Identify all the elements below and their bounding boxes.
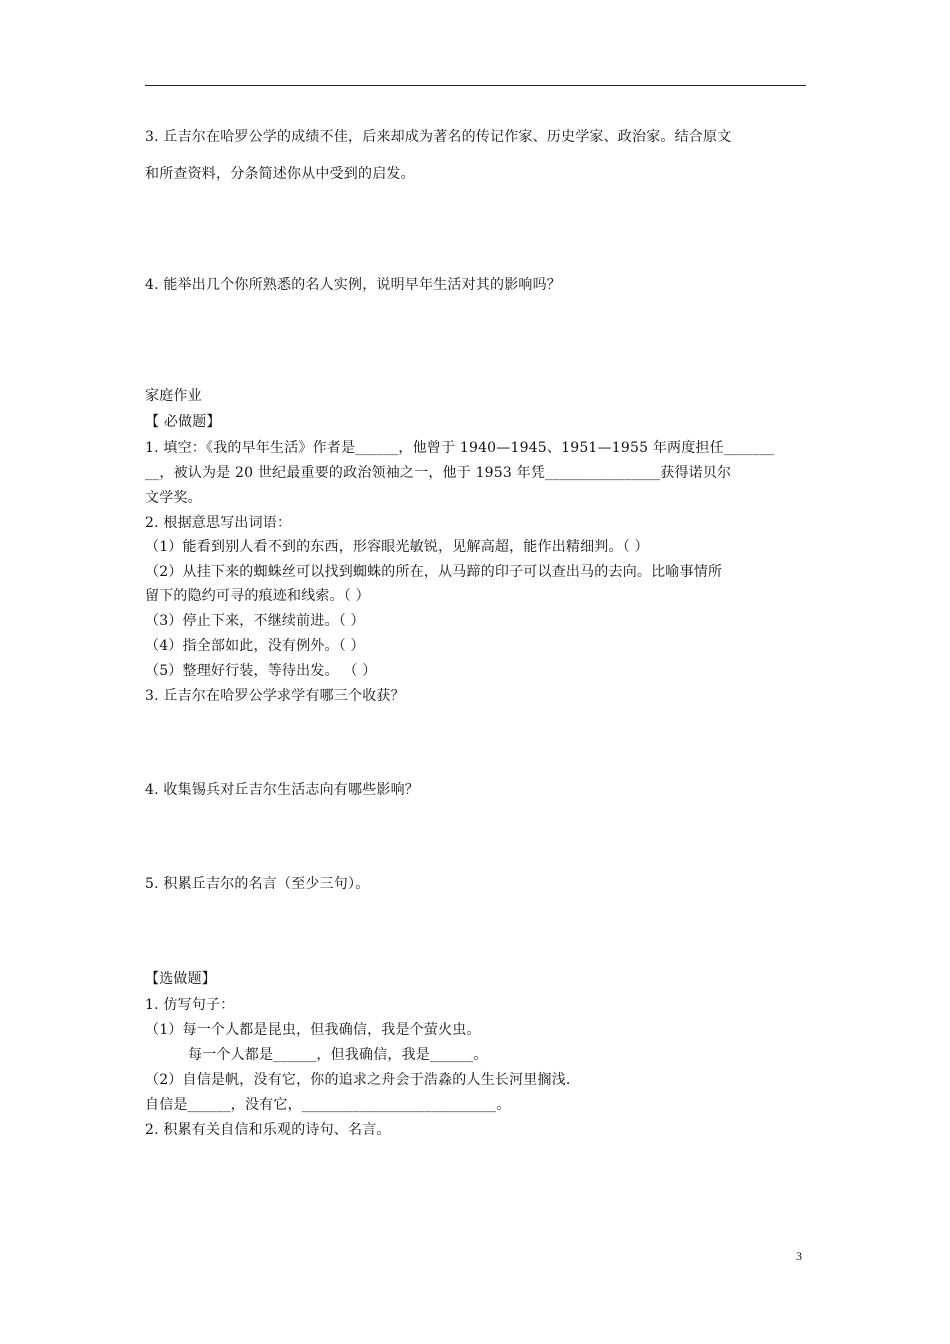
homework-question-5: 5. 积累丘吉尔的名言（至少三句）。 bbox=[145, 876, 370, 892]
words-prompt: 2. 根据意思写出词语： bbox=[145, 515, 292, 531]
word-item-4: （4）指全部如此，没有例外。（ ） bbox=[145, 638, 365, 654]
header-rule bbox=[145, 85, 806, 86]
homework-heading: 家庭作业 bbox=[145, 388, 202, 404]
imitate-prompt: 1. 仿写句子： bbox=[145, 997, 235, 1013]
word-item-5: （5）整理好行装，等待出发。 （ ） bbox=[145, 663, 377, 679]
word-item-3: （3）停止下来，不继续前进。（ ） bbox=[145, 613, 365, 629]
required-heading: 【 必做题】 bbox=[145, 414, 221, 430]
question-3-line-2: 和所查资料，分条简述你从中受到的启发。 bbox=[145, 166, 415, 182]
word-item-1: （1）能看到别人看不到的东西，形容眼光敏锐，见解高超，能作出精细判。（ ） bbox=[145, 539, 649, 555]
optional-heading: 【选做题】 bbox=[145, 971, 216, 987]
fill-blank-line-1: 1. 填空：《我的早年生活》作者是______，他曾于 1940—1945、1951—1955 年两度担任_______ bbox=[145, 440, 775, 456]
homework-question-3: 3. 丘吉尔在哈罗公学求学有哪三个收获？ bbox=[145, 688, 405, 704]
word-item-2: （2）从挂下来的蜘蛛丝可以找到蜘蛛的所在，从马蹄的印子可以查出马的去向。比喻事情所 bbox=[145, 564, 723, 580]
example-2: （2）自信是帆，没有它，你的追求之舟会于浩淼的人生长河里搁浅. bbox=[145, 1072, 571, 1088]
question-3-line-1: 3. 丘吉尔在哈罗公学的成绩不佳，后来却成为著名的传记作家、历史学家、政治家。结合原文 bbox=[145, 129, 732, 145]
example-1-blank: 每一个人都是______，但我确信，我是______。 bbox=[188, 1047, 488, 1063]
fill-blank-line-3: 文学奖。 bbox=[145, 490, 202, 506]
homework-question-4: 4. 收集锡兵对丘吉尔生活志向有哪些影响？ bbox=[145, 782, 420, 798]
fill-blank-line-2: __，被认为是 20 世纪最重要的政治领袖之一，他于 1953 年凭________________获得诺贝尔 bbox=[145, 465, 732, 481]
example-1: （1）每一个人都是昆虫，但我确信，我是个萤火虫。 bbox=[145, 1022, 481, 1038]
example-2-blank: 自信是______，没有它，___________________________。 bbox=[145, 1097, 511, 1113]
optional-question-2: 2. 积累有关自信和乐观的诗句、名言。 bbox=[145, 1122, 391, 1138]
word-item-2-continued: 留下的隐约可寻的痕迹和线索。（ ） bbox=[145, 588, 370, 604]
page-number: 3 bbox=[796, 1249, 802, 1263]
question-4: 4. 能举出几个你所熟悉的名人实例，说明早年生活对其的影响吗？ bbox=[145, 277, 562, 293]
